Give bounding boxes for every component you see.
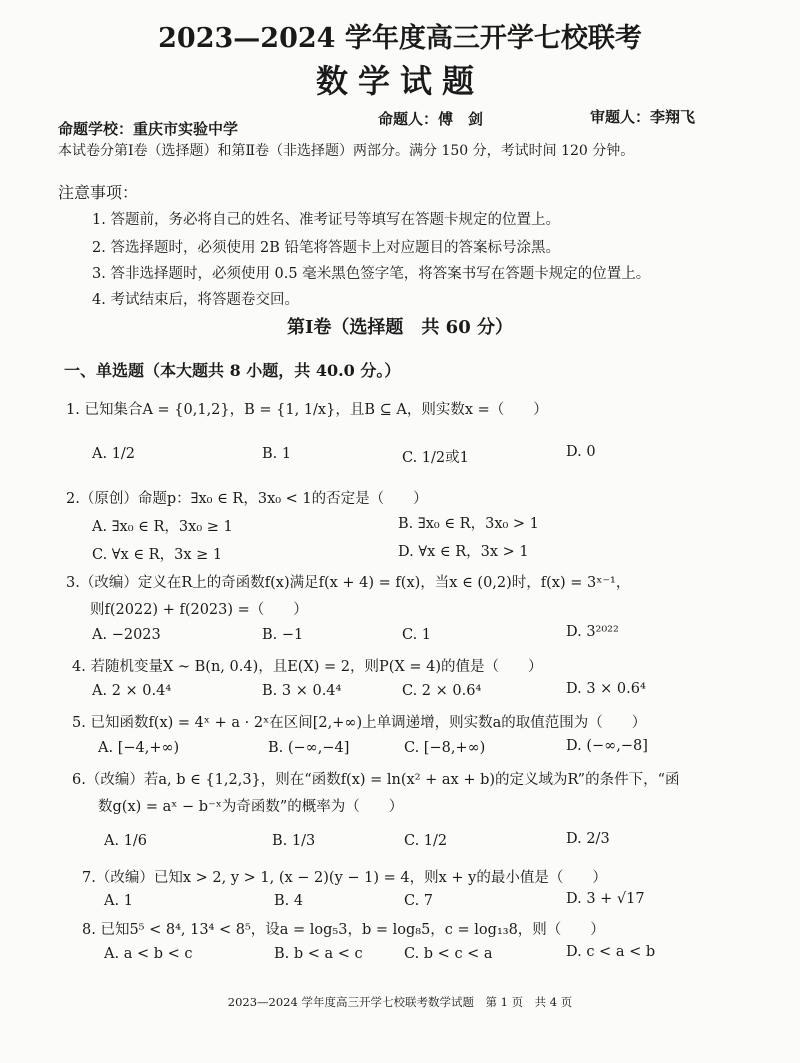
q3-option-b: B. −1 <box>262 627 304 643</box>
note-item: 3. 答非选择题时，必须使用 0.5 毫米黑色签字笔，将答案书写在答题卡规定的位置上。 <box>92 266 651 282</box>
question-3-stem: 3.（改编）定义在R上的奇函数f(x)满足f(x + 4) = f(x)，当x ∈ (0,2)时，f(x) = 3ˣ⁻¹， <box>66 575 631 591</box>
question-7-stem: 7.（改编）已知x > 2, y > 1, (x − 2)(y − 1) = 4，则x + y的最小值是（ ） <box>82 870 607 886</box>
q4-option-d: D. 3 × 0.6⁴ <box>566 681 646 697</box>
q7-option-d: D. 3 + √17 <box>566 891 645 907</box>
q4-option-a: A. 2 × 0.4⁴ <box>92 683 172 699</box>
q7-option-b: B. 4 <box>274 893 304 909</box>
q6-option-a: A. 1/6 <box>104 833 148 849</box>
q5-option-a: A. [−4,+∞) <box>98 740 180 756</box>
question-6-stem: 6.（改编）若a, b ∈ {1,2,3}，则在“函数f(x) = ln(x² + ax + b)的定义域为R”的条件下，“函 <box>72 772 680 788</box>
q6-option-b: B. 1/3 <box>272 833 316 849</box>
page-footer: 2023—2024 学年度高三开学七校联考数学试题 第 1 页 共 4 页 <box>227 995 573 1009</box>
question-4-stem: 4. 若随机变量X ~ B(n, 0.4)，且E(X) = 2，则P(X = 4)的值是（ ） <box>72 659 543 675</box>
note-item: 4. 考试结束后，将答题卷交回。 <box>92 292 299 308</box>
q5-option-b: B. (−∞,−4] <box>268 740 350 756</box>
note-item: 2. 答选择题时，必须使用 2B 铅笔将答题卡上对应题目的答案标号涂黑。 <box>92 240 561 256</box>
q6-option-c: C. 1/2 <box>404 833 448 849</box>
q2-option-c: C. ∀x ∈ R，3x ≥ 1 <box>92 547 223 563</box>
question-8-stem: 8. 已知5⁵ < 8⁴, 13⁴ < 8⁵，设a = log₅3，b = log₈5，c = log₁₃8，则（ ） <box>82 922 605 938</box>
question-6-stem-line2: 数g(x) = aˣ − b⁻ˣ为奇函数”的概率为（ ） <box>98 799 404 815</box>
q8-option-b: B. b < a < c <box>274 946 363 962</box>
q2-option-b: B. ∃x₀ ∈ R，3x₀ > 1 <box>398 516 539 532</box>
q7-option-a: A. 1 <box>104 893 133 909</box>
q8-option-a: A. a < b < c <box>104 946 193 962</box>
q3-option-c: C. 1 <box>402 627 432 643</box>
subject-title: 数学试题 <box>315 62 484 100</box>
q5-option-c: C. [−8,+∞) <box>404 740 486 756</box>
part1-title: 第Ⅰ卷（选择题 共 60 分） <box>286 317 513 338</box>
q3-option-a: A. −2023 <box>92 627 161 643</box>
q8-option-d: D. c < a < b <box>566 944 656 960</box>
q2-option-a: A. ∃x₀ ∈ R，3x₀ ≥ 1 <box>92 519 233 535</box>
q8-option-c: C. b < c < a <box>404 946 493 962</box>
q1-option-b: B. 1 <box>262 446 292 462</box>
notes-heading: 注意事项： <box>58 183 139 202</box>
q1-option-a: A. 1/2 <box>92 446 136 462</box>
section-heading: 一、单选题（本大题共 8 小题，共 40.0 分。） <box>64 361 401 380</box>
exam-title: 2023—2024 学年度高三开学七校联考 <box>158 23 642 54</box>
q4-option-c: C. 2 × 0.6⁴ <box>402 683 482 699</box>
q3-option-d: D. 3²⁰²² <box>566 624 619 640</box>
author-info: 命题人：傅 剑 <box>378 110 484 128</box>
q2-option-d: D. ∀x ∈ R，3x > 1 <box>398 544 529 560</box>
note-item: 1. 答题前，务必将自己的姓名、准考证号等填写在答题卡规定的位置上。 <box>92 212 560 228</box>
q7-option-c: C. 7 <box>404 893 434 909</box>
question-3-stem-line2: 则f(2022) + f(2023) =（ ） <box>90 602 308 618</box>
reviewer-info: 审题人：李翔飞 <box>590 108 696 126</box>
intro-text: 本试卷分第Ⅰ卷（选择题）和第Ⅱ卷（非选择题）两部分。满分 150 分，考试时间 120 分钟。 <box>58 143 635 159</box>
q1-option-c: C. 1/2或1 <box>402 450 469 466</box>
q5-option-d: D. (−∞,−8] <box>566 738 648 754</box>
question-5-stem: 5. 已知函数f(x) = 4ˣ + a · 2ˣ在区间[2,+∞)上单调递增，则实数a的取值范围为（ ） <box>72 715 647 731</box>
q4-option-b: B. 3 × 0.4⁴ <box>262 683 342 699</box>
q6-option-d: D. 2/3 <box>566 831 610 847</box>
school-info: 命题学校：重庆市实验中学 <box>58 120 239 138</box>
q1-option-d: D. 0 <box>566 444 596 460</box>
question-2-stem: 2.（原创）命题p：∃x₀ ∈ R，3x₀ < 1的否定是（ ） <box>66 491 428 507</box>
question-1-stem: 1. 已知集合A = {0,1,2}，B = {1, 1/x}，且B ⊆ A，则实数x =（ ） <box>66 402 548 418</box>
